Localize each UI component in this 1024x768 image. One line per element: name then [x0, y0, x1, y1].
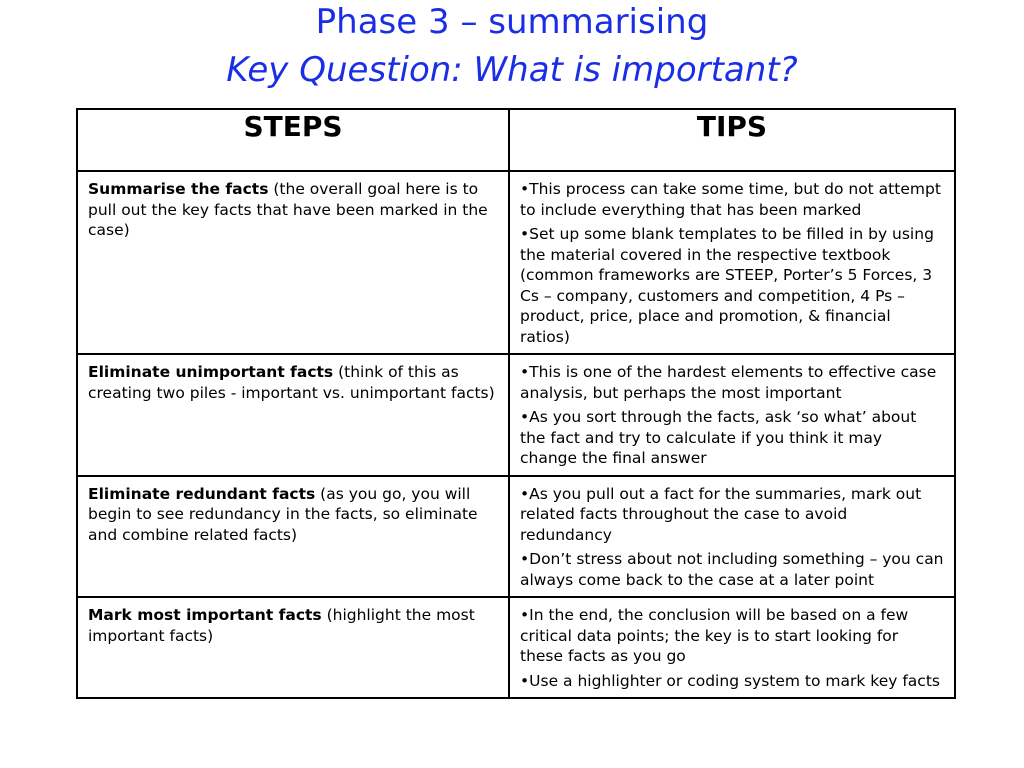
header-steps: STEPS — [77, 109, 509, 171]
step-name: Eliminate redundant facts — [88, 484, 316, 503]
steps-tips-table — [76, 108, 956, 699]
step-name: Eliminate unimportant facts — [88, 363, 334, 381]
step-description: (think of this as creating two piles - important vs. unimportant facts) — [88, 363, 495, 402]
table-row — [77, 354, 955, 476]
tip-item: •This is one of the hardest elements to effective case analysis, but perhaps the most important — [520, 363, 937, 402]
step-description: (the overall goal here is to pull out the key facts that have been marked in the case) — [88, 180, 488, 239]
tip-item: •Don’t stress about not including something – you can always come back to the case at a later point — [520, 550, 944, 589]
header-tips: TIPS — [509, 109, 955, 171]
title-line-1: Phase 3 – summarising — [315, 2, 709, 42]
tip-item: •Set up some blank templates to be filled in by using the material covered in the respective textbook (common frameworks are STEEP, Porter’s 5 Forces, 3 Cs – company, customers and competition, 4 Ps – product, price, place and promotion, & financial ratios) — [520, 225, 934, 346]
tips-cell — [509, 354, 955, 476]
tips-cell — [509, 171, 955, 354]
tip-item: •This process can take some time, but do not attempt to include everything that has been marked — [520, 180, 941, 219]
step-name: Summarise the facts — [88, 180, 269, 198]
step-name: Mark most important facts — [88, 606, 322, 624]
tips-cell — [509, 476, 955, 598]
step-description: (as you go, you will begin to see redundancy in the facts, so eliminate and combine related facts) — [88, 484, 478, 544]
tip-item: •Use a highlighter or coding system to mark key facts — [520, 671, 940, 690]
tip-item: •In the end, the conclusion will be based on a few critical data points; the key is to start looking for these facts as you go — [520, 606, 909, 665]
table-row — [77, 476, 955, 598]
table-row — [77, 171, 955, 354]
step-cell — [77, 476, 509, 598]
header-row — [77, 109, 955, 171]
title-line-2: Key Question: What is important? — [226, 50, 798, 90]
table-row — [77, 597, 955, 698]
step-cell — [77, 171, 509, 354]
tips-cell — [509, 597, 955, 698]
tip-item: •As you pull out a fact for the summaries, mark out related facts throughout the case to avoid redundancy — [520, 484, 922, 544]
step-cell — [77, 354, 509, 476]
tip-item: •As you sort through the facts, ask ‘so what’ about the fact and try to calculate if you think it may change the final answer — [520, 408, 917, 467]
step-cell — [77, 597, 509, 698]
step-description: (highlight the most important facts) — [88, 606, 475, 645]
